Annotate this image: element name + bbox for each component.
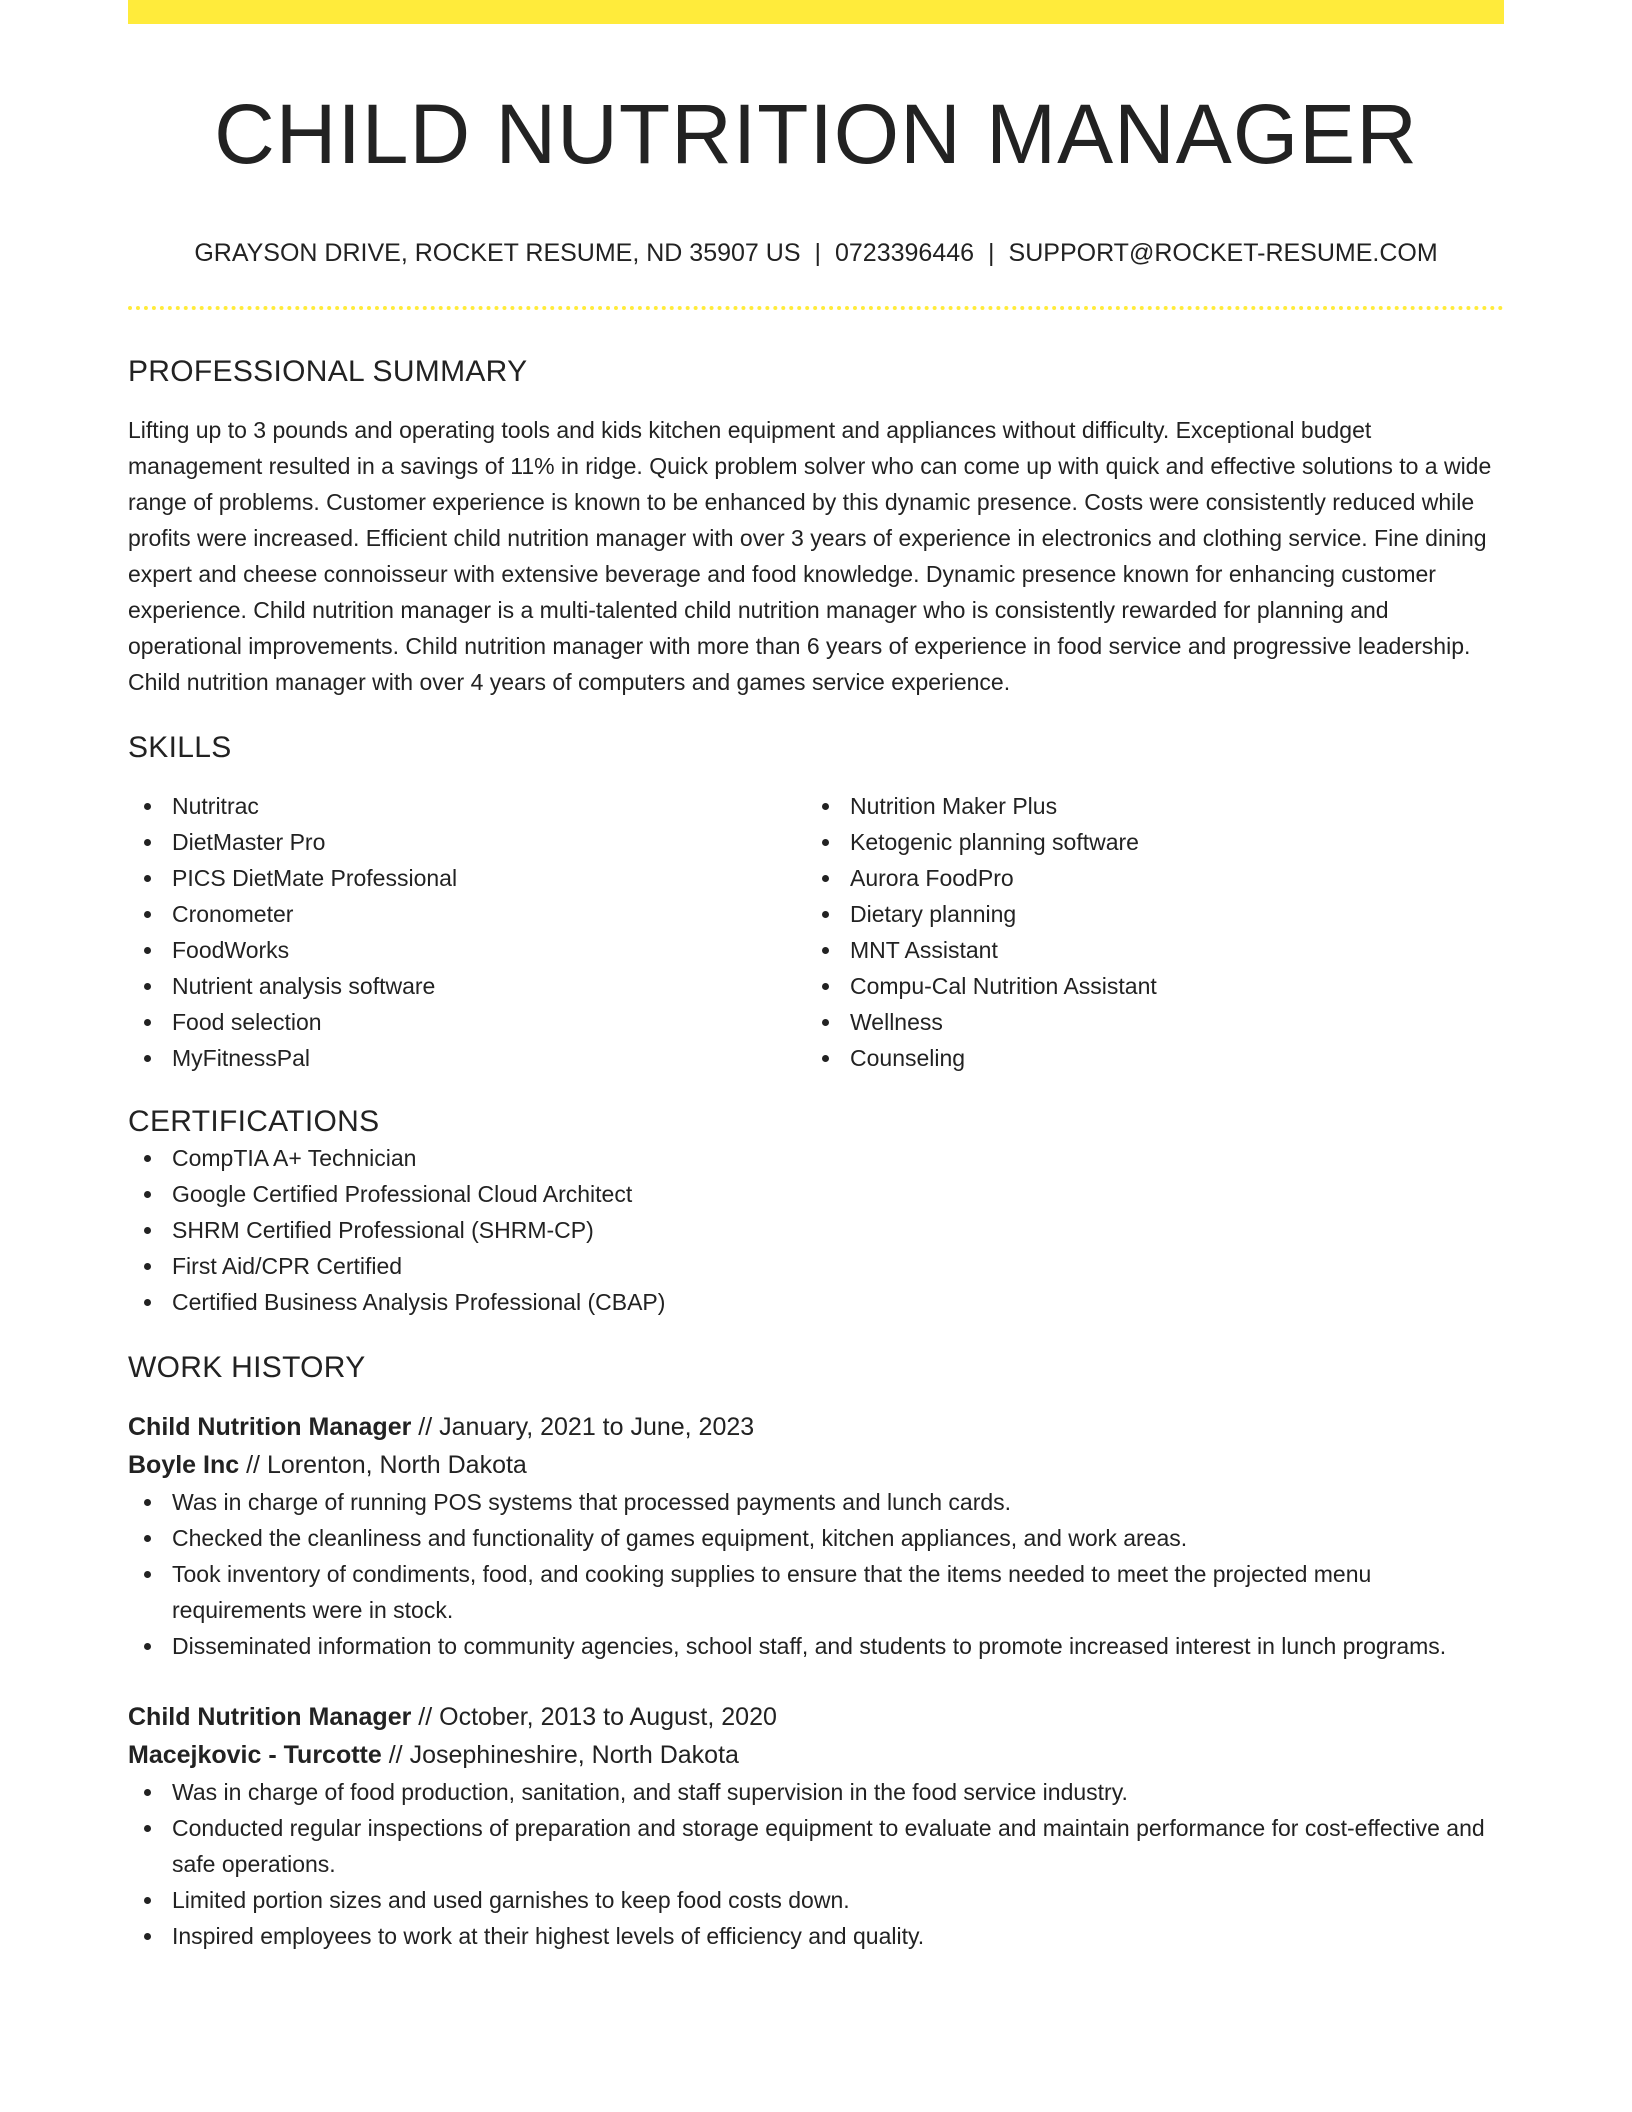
certifications-heading: CERTIFICATIONS: [128, 1105, 380, 1138]
summary-heading: PROFESSIONAL SUMMARY: [128, 355, 528, 388]
skill-item: Nutrition Maker Plus: [806, 788, 1484, 824]
skill-item: DietMaster Pro: [128, 824, 806, 860]
resume-title: CHILD NUTRITION MANAGER: [214, 87, 1418, 181]
certifications-list: [128, 1140, 1504, 1320]
job-title: Child Nutrition Manager: [128, 1413, 412, 1441]
job-separator: //: [411, 1703, 440, 1731]
skill-item: Nutritrac: [128, 788, 806, 824]
skill-item: MyFitnessPal: [128, 1040, 806, 1076]
job-duty-item: Checked the cleanliness and functionality of games equipment, kitchen appliances, and work areas.: [128, 1520, 1504, 1556]
skill-item: Food selection: [128, 1004, 806, 1040]
summary-text: Lifting up to 3 pounds and operating tools and kids kitchen equipment and appliances without difficulty. Exceptional budget management resulted in a savings of 11% in ridge. Quick problem solver who can come up with quick and effective solutions to a wide range of problems. Customer experience is known to be enhanced by this dynamic presence. Costs were consistently reduced while profits were increased. Efficient child nutrition manager with over 3 years of experience in electronics and clothing service. Fine dining expert and cheese connoisseur with extensive beverage and food knowledge. Dynamic presence known for enhancing customer experience. Child nutrition manager is a multi-talented child nutrition manager who is consistently rewarded for planning and operational improvements. Child nutrition manager with more than 6 years of experience in food service and progressive leadership. Child nutrition manager with over 4 years of computers and games service experience.: [128, 417, 1492, 695]
resume-page: [128, 0, 1504, 1954]
skills-list-left: [128, 788, 806, 1076]
skill-item: Wellness: [806, 1004, 1484, 1040]
skill-item: Cronometer: [128, 896, 806, 932]
job-title: Child Nutrition Manager: [128, 1703, 412, 1731]
job-separator: //: [239, 1451, 267, 1479]
job-location: Josephineshire, North Dakota: [409, 1741, 739, 1769]
skill-item: Dietary planning: [806, 896, 1484, 932]
certification-item: Certified Business Analysis Professional (CBAP): [128, 1284, 1504, 1320]
job-duty-item: Inspired employees to work at their highest levels of efficiency and quality.: [128, 1918, 1504, 1954]
job-duty-item: Limited portion sizes and used garnishes to keep food costs down.: [128, 1882, 1504, 1918]
job-title-line: [128, 1408, 1504, 1446]
certification-item: First Aid/CPR Certified: [128, 1248, 1504, 1284]
skill-item: Nutrient analysis software: [128, 968, 806, 1004]
skill-item: Compu-Cal Nutrition Assistant: [806, 968, 1484, 1004]
skill-item: Ketogenic planning software: [806, 824, 1484, 860]
certification-item: CompTIA A+ Technician: [128, 1140, 1504, 1176]
certification-item: Google Certified Professional Cloud Architect: [128, 1176, 1504, 1212]
job-duty-item: Conducted regular inspections of preparation and storage equipment to evaluate and maintain performance for cost-effective and safe operations.: [128, 1810, 1504, 1882]
job-dates: January, 2021 to June, 2023: [439, 1413, 755, 1441]
job-duty-item: Was in charge of running POS systems that processed payments and lunch cards.: [128, 1484, 1504, 1520]
skills-grid: [128, 788, 1504, 1076]
job-duty-item: Disseminated information to community agencies, school staff, and students to promote increased interest in lunch programs.: [128, 1628, 1504, 1664]
contact-separator: |: [814, 239, 821, 267]
certification-item: SHRM Certified Professional (SHRM-CP): [128, 1212, 1504, 1248]
contact-email: SUPPORT@ROCKET-RESUME.COM: [1008, 239, 1438, 267]
job-dates: October, 2013 to August, 2020: [439, 1703, 777, 1731]
skill-item: Aurora FoodPro: [806, 860, 1484, 896]
skills-heading: SKILLS: [128, 731, 232, 764]
skill-item: FoodWorks: [128, 932, 806, 968]
accent-bar: [128, 0, 1504, 24]
contact-address: GRAYSON DRIVE, ROCKET RESUME, ND 35907 US: [194, 239, 801, 267]
skill-item: MNT Assistant: [806, 932, 1484, 968]
contact-phone: 0723396446: [835, 239, 975, 267]
job-location: Lorenton, North Dakota: [266, 1451, 527, 1479]
contact-separator: |: [988, 239, 995, 267]
skills-list-right: [806, 788, 1484, 1076]
skill-item: PICS DietMate Professional: [128, 860, 806, 896]
dotted-divider: [128, 306, 1504, 310]
job-entry: [128, 1698, 1504, 1954]
job-duties-list: [128, 1484, 1504, 1664]
job-title-line: [128, 1698, 1504, 1736]
job-entry: [128, 1408, 1504, 1664]
skill-item: Counseling: [806, 1040, 1484, 1076]
job-separator: //: [381, 1741, 410, 1769]
job-company: Macejkovic - Turcotte: [128, 1741, 382, 1769]
job-separator: //: [411, 1413, 440, 1441]
job-company: Boyle Inc: [128, 1451, 240, 1479]
job-duty-item: Was in charge of food production, sanitation, and staff supervision in the food service industry.: [128, 1774, 1504, 1810]
job-company-line: [128, 1446, 1504, 1484]
work-history-heading: WORK HISTORY: [128, 1351, 366, 1384]
job-company-line: [128, 1736, 1504, 1774]
job-duties-list: [128, 1774, 1504, 1954]
work-history-list: [128, 1408, 1504, 1954]
job-duty-item: Took inventory of condiments, food, and cooking supplies to ensure that the items needed to meet the projected menu requirements were in stock.: [128, 1556, 1504, 1628]
contact-line: [128, 238, 1504, 268]
